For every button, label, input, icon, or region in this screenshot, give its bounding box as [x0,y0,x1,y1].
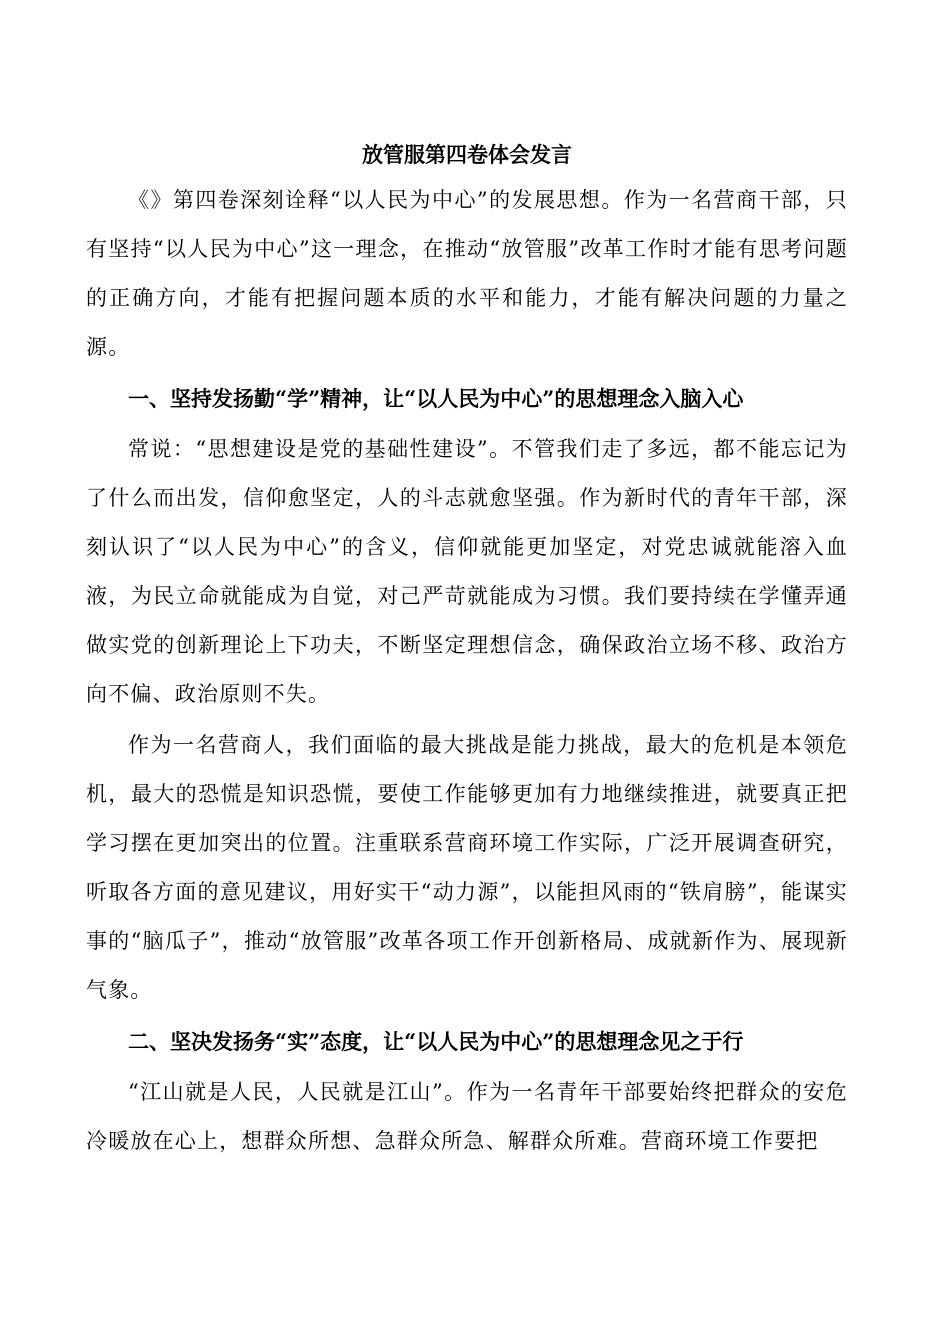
section-1-paragraph-1: 常说：“思想建设是党的基础性建设”。不管我们走了多远，都不能忘记为了什么而出发，信仰愈坚定，人的斗志就愈坚强。作为新时代的青年干部，深刻认识了“以人民为中心”的含义，信仰就能更加坚定，对党忠诚就能溶入血液，为民立命就能成为自觉，对己严苛就能成为习惯。我们要持续在学懂弄通做实党的创新理论上下功夫，不断坚定理想信念，确保政治立场不移、政治方向不偏、政治原则不失。 [86,437,848,706]
document-title: 放管服第四卷体会发言 [362,142,572,167]
section-1-heading: 一、坚持发扬勤“学”精神，让“以人民为中心”的思想理念入脑入心 [128,386,744,411]
section-1-paragraph-2: 作为一名营商人，我们面临的最大挑战是能力挑战，最大的危机是本领危机，最大的恐慌是知识恐慌，要使工作能够更加有力地继续推进，就要真正把学习摆在更加突出的位置。注重联系营商环境工作实际，广泛开展调查研究，听取各方面的意见建议，用好实干“动力源”，以能担风雨的“铁肩膀”，能谋实事的“脑瓜子”，推动“放管服”改革各项工作开创新格局、成就新作为、展现新气象。 [86,733,848,1002]
section-2-paragraph-1: “江山就是人民，人民就是江山”。作为一名青年干部要始终把群众的安危冷暖放在心上，想群众所想、急群众所急、解群众所难。营商环境工作要把 [86,1080,848,1153]
intro-paragraph: 《》第四卷深刻诠释“以人民为中心”的发展思想。作为一名营商干部，只有坚持“以人民为中心”这一理念，在推动“放管服”改革工作时才能有思考问题的正确方向，才能有把握问题本质的水平和能力，才能有解决问题的力量之源。 [86,188,848,359]
document-body [86,176,848,1166]
section-2-heading: 二、坚决发扬务“实”态度，让“以人民为中心”的思想理念见之于行 [128,1029,744,1054]
